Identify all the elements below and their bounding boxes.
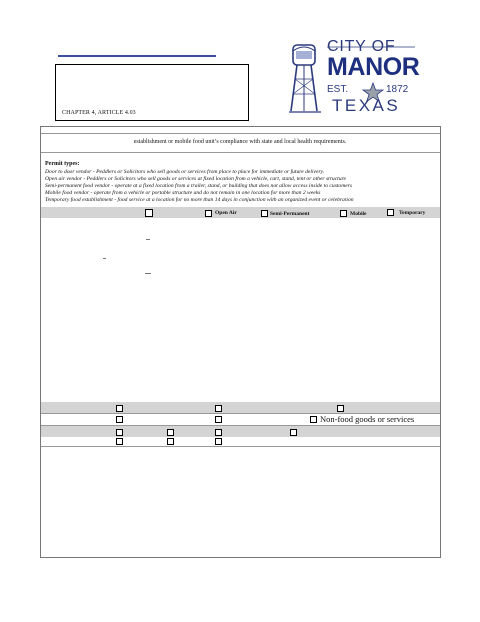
item-checkbox[interactable] <box>215 438 222 445</box>
logo-year: 1872 <box>386 84 409 95</box>
items-bar <box>41 426 440 437</box>
semi-permanent-label: Semi-Permanent <box>270 211 310 217</box>
water-tower-icon <box>289 45 321 112</box>
row-divider <box>41 152 440 153</box>
item-checkbox[interactable] <box>167 429 174 436</box>
goods-option-checkbox[interactable] <box>215 405 222 412</box>
item-checkbox[interactable] <box>116 438 123 445</box>
temporary-label: Temporary <box>399 210 426 216</box>
permit-type-door-to-door: Door to door vendor - Peddlers or Solicitors who sell goods or services from place to place for immediate or future delivery. <box>45 169 325 175</box>
goods-category-bar <box>41 402 440 413</box>
field-mark <box>145 273 151 274</box>
goods-option-checkbox[interactable] <box>215 416 222 423</box>
temporary-checkbox[interactable] <box>387 209 394 216</box>
row-divider <box>41 133 440 134</box>
title-underline <box>58 55 216 57</box>
goods-option-checkbox[interactable] <box>337 405 344 412</box>
door-to-door-checkbox[interactable] <box>145 209 153 217</box>
item-checkbox[interactable] <box>290 429 297 436</box>
permit-type-open-air: Open air vendor - Peddlers or Solicitors who sell goods or services at fixed location from a vehicle, cart, stand, tent or other structure <box>45 176 346 182</box>
item-checkbox[interactable] <box>116 429 123 436</box>
goods-option-checkbox[interactable] <box>116 416 123 423</box>
mobile-checkbox[interactable] <box>340 210 347 217</box>
item-checkbox[interactable] <box>167 438 174 445</box>
goods-option-checkbox[interactable] <box>116 405 123 412</box>
logo-city-of: CITY OF <box>327 38 396 55</box>
row-divider <box>41 446 440 447</box>
field-mark <box>146 239 150 240</box>
field-mark <box>103 258 106 259</box>
open-air-checkbox[interactable] <box>205 210 212 217</box>
vendor-type-bar <box>41 207 440 218</box>
open-air-label: Open Air <box>215 210 237 216</box>
permit-type-temporary: Temporary food establishment - food service at a location for no more than 14 days in conjunction with an organized event or celebration <box>45 197 354 203</box>
nonfood-goods-label: Non-food goods or services <box>320 414 415 424</box>
mobile-label: Mobile <box>350 211 367 217</box>
semi-permanent-checkbox[interactable] <box>261 210 268 217</box>
permit-type-mobile: Mobile food vendor - operate from a vehicle or portable structure and do not remain in one location for more than 2 weeks <box>45 190 321 196</box>
logo-manor: MANOR <box>327 53 420 81</box>
logo-texas: TEXAS <box>332 96 401 115</box>
nonfood-goods-checkbox[interactable] <box>310 416 317 423</box>
permit-type-semi-permanent: Semi-permanent food vendor - operate at a fixed location from a trailer, stand, or building that does not allow access inside to customers <box>45 183 353 189</box>
logo-est: EST. <box>327 84 349 95</box>
compliance-statement: establishment or mobile food unit’s compliance with state and local health requirements. <box>133 139 347 145</box>
permit-types-heading: Permit types: <box>45 161 80 167</box>
item-checkbox[interactable] <box>215 429 222 436</box>
chapter-reference: CHAPTER 4, ARTICLE 4.03 <box>62 110 136 116</box>
